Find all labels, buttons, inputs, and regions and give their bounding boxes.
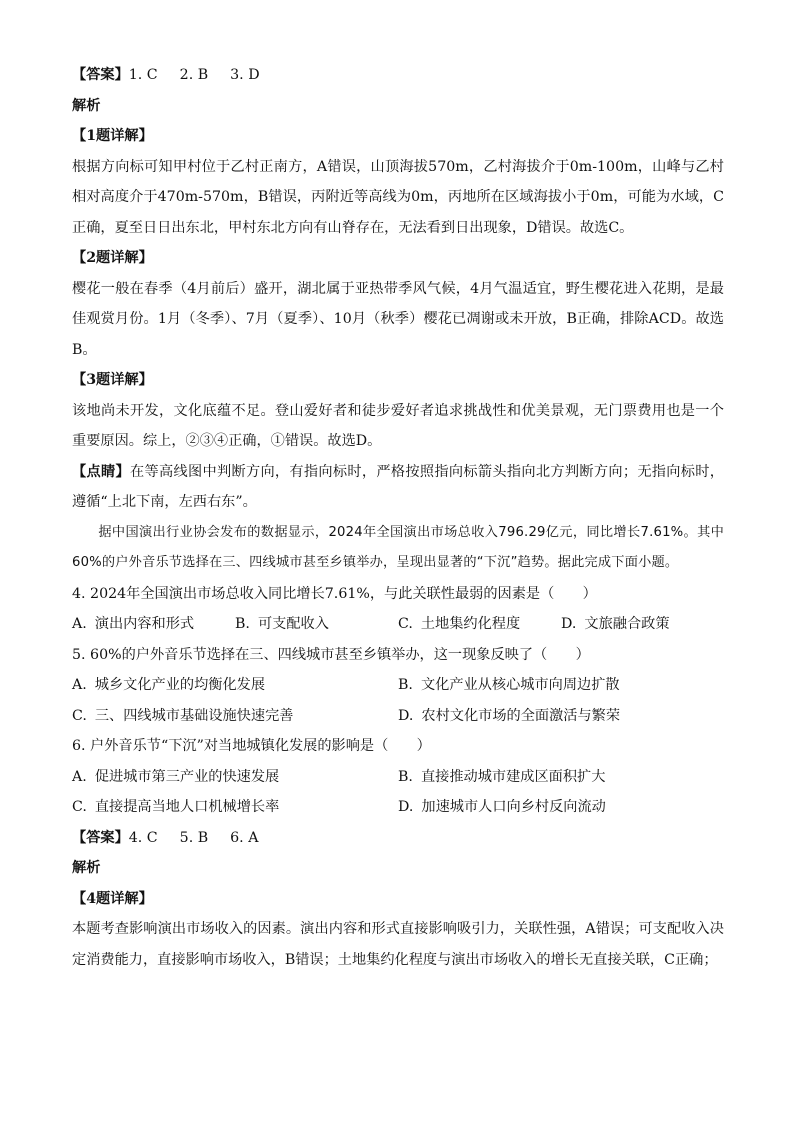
answer-line-2	[72, 823, 724, 854]
tip-tag: 【点睛】	[72, 463, 130, 480]
option-text: 加速城市人口向乡村反向流动	[421, 799, 606, 815]
tip-paragraph	[72, 457, 724, 518]
option-text: 城乡文化产业的均衡化发展	[94, 677, 266, 693]
reading-passage: 据中国演出行业协会发布的数据显示，2024年全国演出市场总收入796.29亿元，同比增长7.61%。其中60%的户外音乐节选择在三、四线城市甚至乡镇举办，呈现出显著的“下沉”趋势。据此完成下面小题。	[72, 524, 724, 570]
answer-item: 4. C	[128, 829, 158, 846]
question-5-stem: 5. 60%的户外音乐节选择在三、四线城市甚至乡镇举办，这一现象反映了（ ）	[72, 646, 590, 663]
question-5-options-row-2	[72, 701, 724, 732]
option-letter: C.	[72, 707, 87, 724]
detail-text-4: 本题考查影响演出市场收入的因素。演出内容和形式直接影响吸引力，关联性强，A错误；可支配收入决定消费能力，直接影响市场收入，B错误；土地集约化程度与演出市场收入的增长无直接关联，C正确；	[72, 921, 724, 968]
option-b[interactable]	[398, 670, 724, 701]
option-text: 演出内容和形式	[94, 616, 195, 632]
analysis-label: 解析	[72, 97, 101, 114]
document-page	[72, 60, 724, 975]
option-c[interactable]	[72, 792, 398, 823]
answer-item: 5. B	[179, 829, 209, 846]
answer-tag: 【答案】	[72, 829, 129, 846]
answer-item: 6. A	[230, 829, 259, 846]
answer-item: 1. C	[128, 67, 158, 83]
option-d[interactable]	[398, 792, 724, 823]
option-letter: A.	[72, 616, 87, 632]
option-d[interactable]	[561, 609, 724, 640]
option-letter: C.	[398, 616, 413, 632]
option-letter: D.	[561, 616, 577, 632]
option-text: 文旅融合政策	[584, 616, 670, 632]
option-a[interactable]	[72, 762, 398, 793]
option-letter: B.	[398, 768, 413, 785]
option-text: 土地集约化程度	[420, 616, 521, 632]
answer-item: 2. B	[179, 67, 209, 83]
question-6-options-row-2	[72, 792, 724, 823]
option-letter: A.	[72, 677, 87, 693]
detail-heading-4: 【4题详解】	[72, 890, 153, 907]
option-a[interactable]	[72, 609, 235, 640]
answer-item: 3. D	[230, 67, 260, 83]
detail-heading-1: 【1题详解】	[72, 128, 153, 144]
option-text: 直接推动城市建成区面积扩大	[420, 768, 606, 785]
question-4-options	[72, 609, 724, 640]
option-letter: B.	[235, 616, 250, 632]
option-b[interactable]	[235, 609, 398, 640]
detail-heading-3: 【3题详解】	[72, 372, 153, 388]
option-letter: D.	[398, 799, 414, 815]
option-c[interactable]	[72, 701, 398, 732]
detail-text-3: 该地尚未开发，文化底蕴不足。登山爱好者和徒步爱好者追求挑战性和优美景观，无门票费用也是一个重要原因。综上，②③④正确，①错误。故选D。	[72, 402, 724, 449]
option-letter: D.	[398, 707, 414, 724]
analysis-label-2: 解析	[72, 860, 101, 876]
option-letter: B.	[398, 677, 413, 693]
tip-text: 在等高线图中判断方向，有指向标时，严格按照指向标箭头指向北方判断方向；无指向标时，遵循“上北下南，左西右东”。	[72, 463, 724, 510]
detail-text-2: 樱花一般在春季（4月前后）盛开，湖北属于亚热带季风气候，4月气温适宜，野生樱花进入花期，是最佳观赏月份。1月（冬季）、7月（夏季）、10月（秋季）樱花已凋谢或未开放，B正确，排除ACD。故选B。	[72, 280, 724, 358]
question-4-stem: 4. 2024年全国演出市场总收入同比增长7.61%，与此关联性最弱的因素是（ ）	[72, 585, 597, 602]
option-c[interactable]	[398, 609, 561, 640]
question-6-stem: 6. 户外音乐节“下沉”对当地城镇化发展的影响是（ ）	[72, 738, 431, 754]
option-text: 可支配收入	[257, 616, 329, 632]
question-6-options-row-1	[72, 762, 724, 793]
detail-heading-2: 【2题详解】	[72, 250, 153, 266]
option-text: 三、四线城市基础设施快速完善	[94, 707, 294, 724]
option-text: 促进城市第三产业的快速发展	[94, 768, 280, 785]
option-b[interactable]	[398, 762, 724, 793]
option-a[interactable]	[72, 670, 398, 701]
option-text: 直接提高当地人口机械增长率	[94, 799, 280, 815]
option-letter: C.	[72, 799, 87, 815]
option-text: 文化产业从核心城市向周边扩散	[420, 677, 620, 693]
detail-text-1: 根据方向标可知甲村位于乙村正南方，A错误，山顶海拔570m，乙村海拔介于0m-100m，山峰与乙村相对高度介于470m-570m，B错误，丙附近等高线为0m，丙地所在区域海拔小于0m，可能为水域，C正确，夏至日日出东北，甲村东北方向有山脊存在，无法看到日出现象，D错误。故选C。	[72, 158, 724, 236]
answer-tag: 【答案】	[72, 67, 129, 83]
option-letter: A.	[72, 768, 87, 785]
option-text: 农村文化市场的全面激活与繁荣	[421, 707, 621, 724]
option-d[interactable]	[398, 701, 724, 732]
answer-line-1	[72, 60, 724, 91]
question-5-options-row-1	[72, 670, 724, 701]
